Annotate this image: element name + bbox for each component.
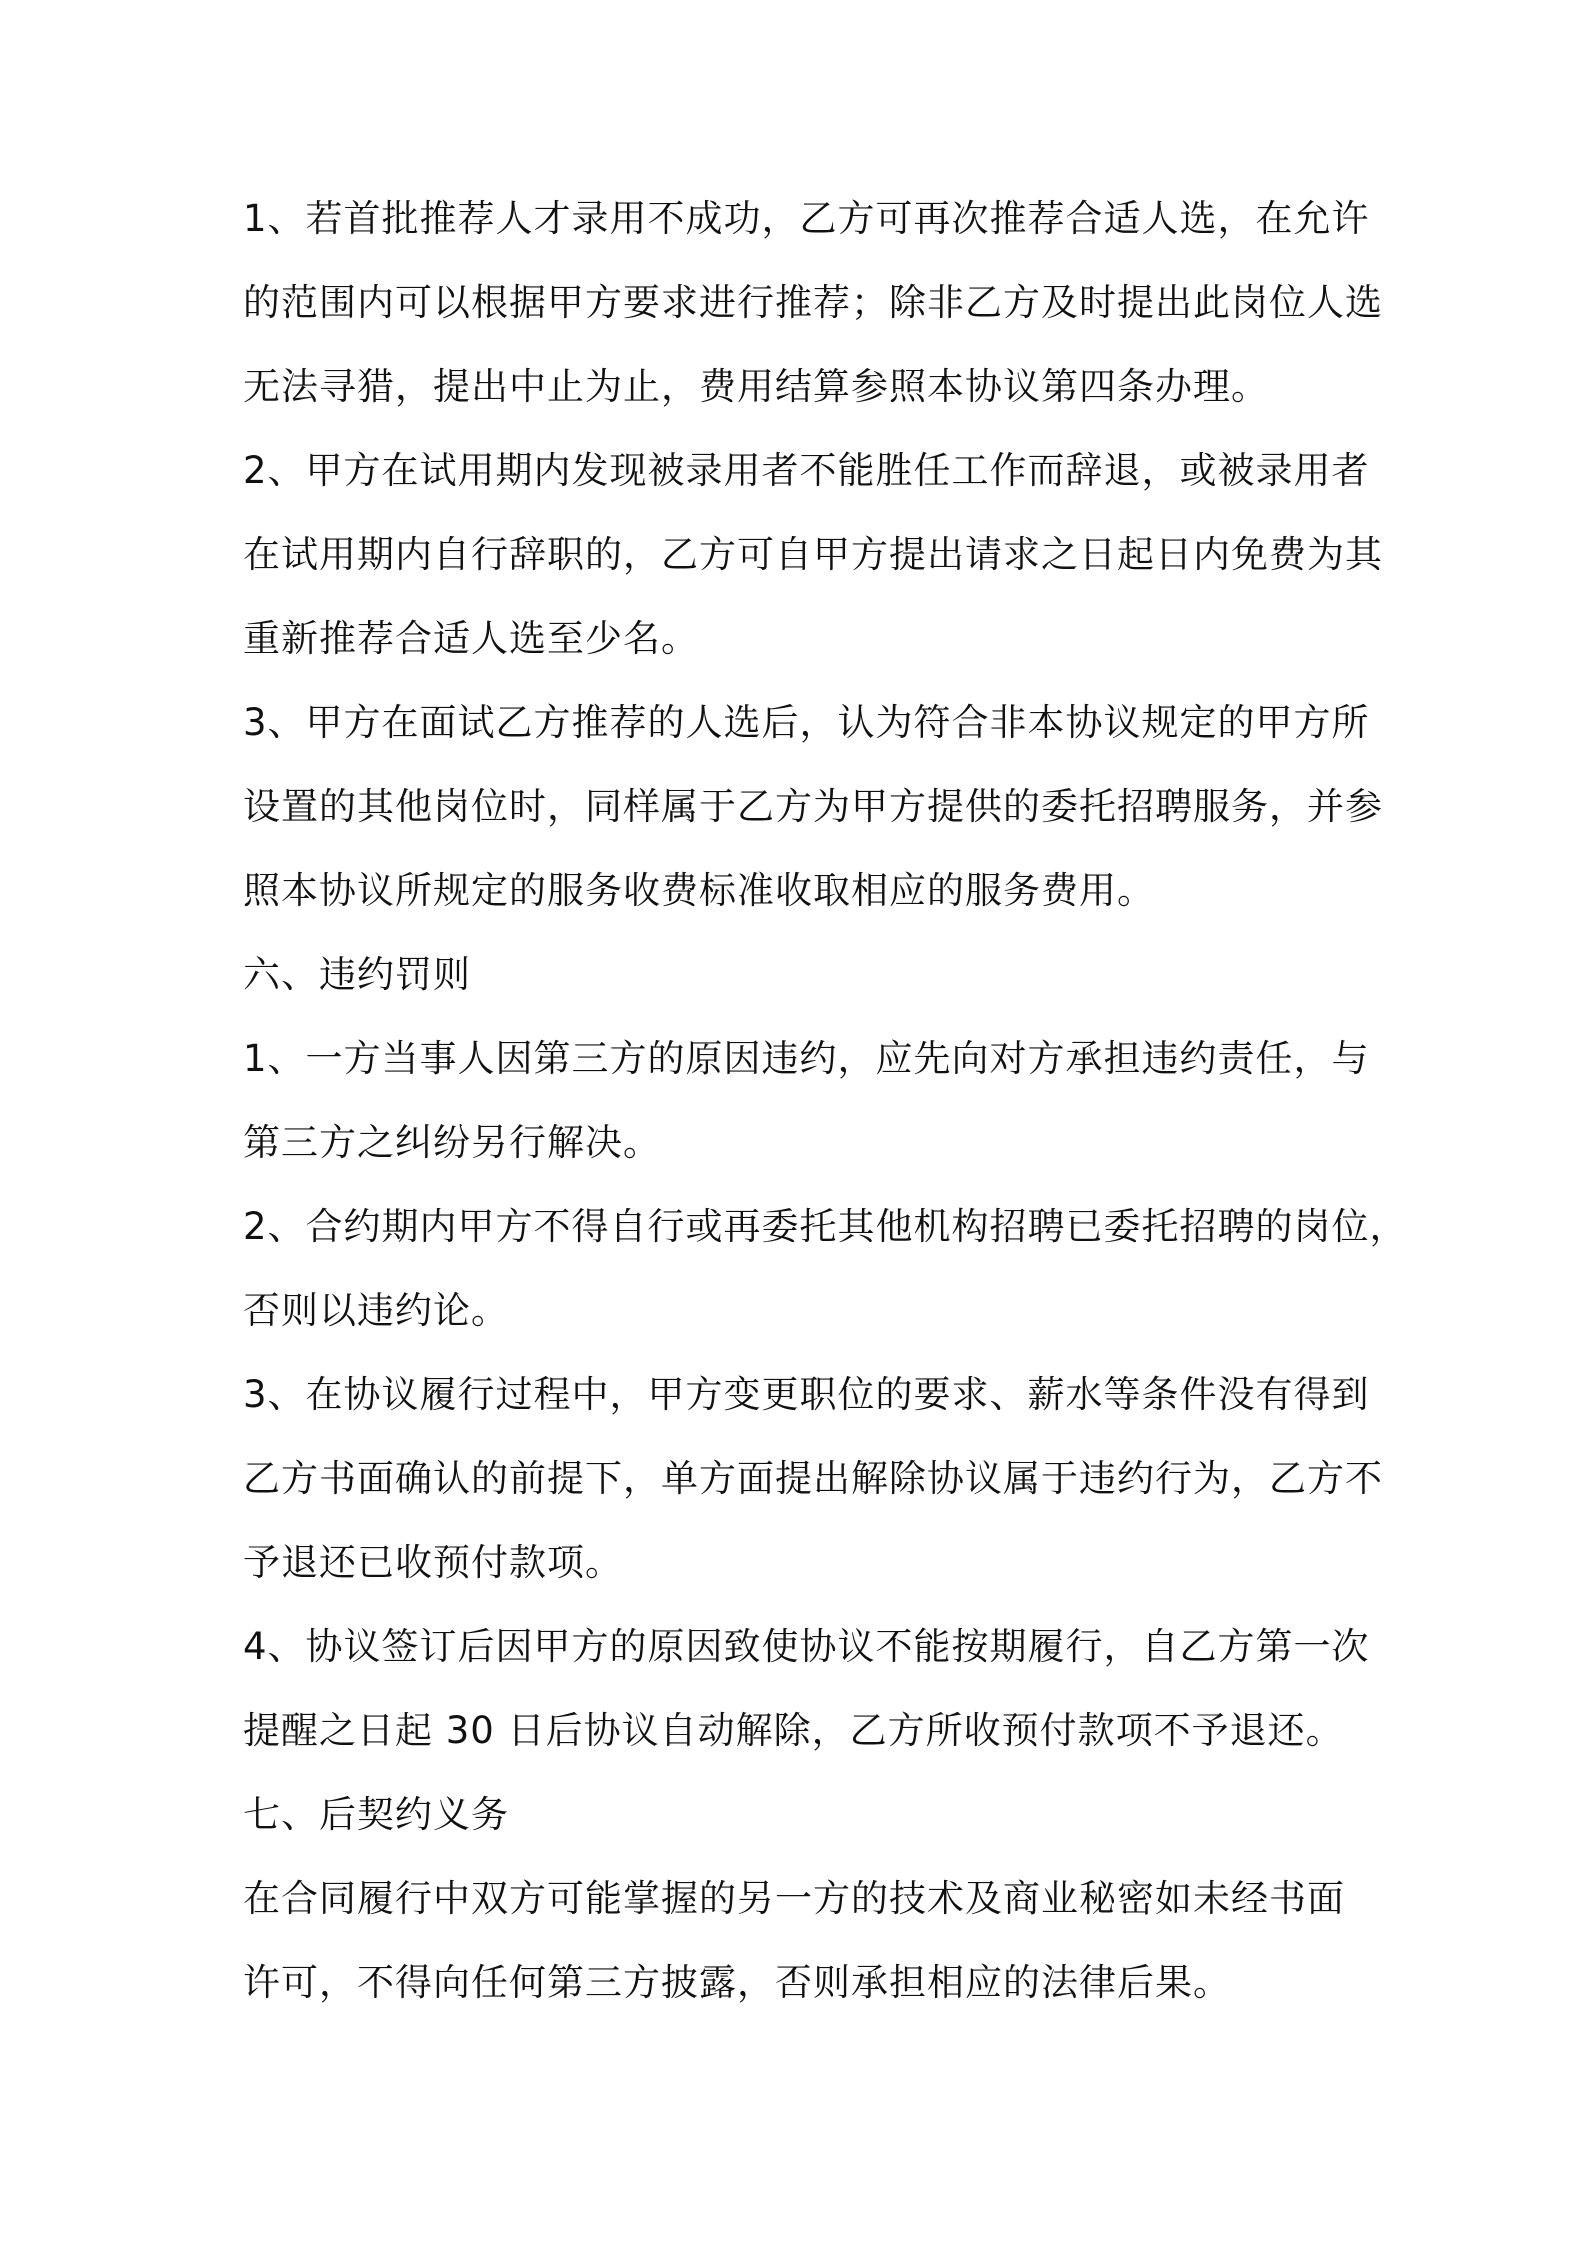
clause-6-4-line-2: 提醒之日起 30 日后协议自动解除，乙方所收预付款项不予退还。 <box>243 1709 1344 1752</box>
clause-5-1-line-1: 1、若首批推荐人才录用不成功，乙方可再次推荐合适人选，在允许 <box>243 197 1370 240</box>
clause-6-3-line-3: 予退还已收预付款项。 <box>243 1541 623 1584</box>
clause-5-3-line-3: 照本协议所规定的服务收费标准收取相应的服务费用。 <box>243 869 1155 912</box>
section-7-line-1: 在合同履行中双方可能掌握的另一方的技术及商业秘密如未经书面 <box>243 1877 1345 1920</box>
clause-6-2-line-1: 2、合约期内甲方不得自行或再委托其他机构招聘已委托招聘的岗位， <box>243 1205 1408 1248</box>
clause-5-3-line-2: 设置的其他岗位时，同样属于乙方为甲方提供的委托招聘服务，并参 <box>243 785 1383 828</box>
clause-5-1-line-2: 的范围内可以根据甲方要求进行推荐；除非乙方及时提出此岗位人选 <box>243 281 1383 324</box>
clause-6-3-line-2: 乙方书面确认的前提下，单方面提出解除协议属于违约行为，乙方不 <box>243 1457 1383 1500</box>
clause-5-3-line-1: 3、甲方在面试乙方推荐的人选后，认为符合非本协议规定的甲方所 <box>243 701 1370 744</box>
document-body <box>243 197 1408 2046</box>
section-6-heading: 六、违约罚则 <box>243 953 471 996</box>
clause-6-3-line-1: 3、在协议履行过程中，甲方变更职位的要求、薪水等条件没有得到 <box>243 1373 1370 1416</box>
section-7-line-2: 许可，不得向任何第三方披露，否则承担相应的法律后果。 <box>243 1961 1231 2004</box>
clause-5-2-line-3: 重新推荐合适人选至少名。 <box>243 617 699 660</box>
clause-6-2-line-2: 否则以违约论。 <box>243 1289 509 1332</box>
clause-6-1-line-1: 1、一方当事人因第三方的原因违约，应先向对方承担违约责任，与 <box>243 1037 1370 1080</box>
clause-6-1-line-2: 第三方之纠纷另行解决。 <box>243 1121 661 1164</box>
section-7-heading: 七、后契约义务 <box>243 1793 509 1836</box>
clause-5-1-line-3: 无法寻猎，提出中止为止，费用结算参照本协议第四条办理。 <box>243 365 1269 408</box>
clause-5-2-line-2: 在试用期内自行辞职的，乙方可自甲方提出请求之日起日内免费为其 <box>243 533 1383 576</box>
clause-6-4-line-1: 4、协议签订后因甲方的原因致使协议不能按期履行，自乙方第一次 <box>243 1625 1370 1668</box>
clause-5-2-line-1: 2、甲方在试用期内发现被录用者不能胜任工作而辞退，或被录用者 <box>243 449 1370 492</box>
